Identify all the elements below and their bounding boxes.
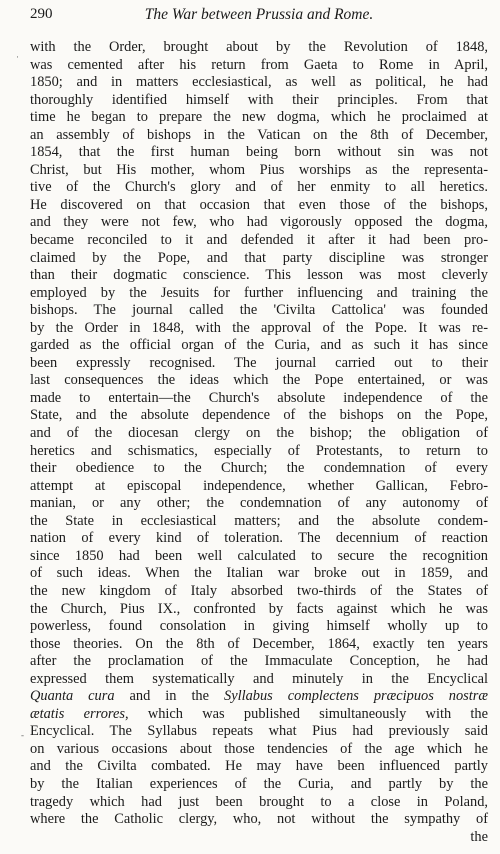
text-line: became reconciled to it and defended it after it had been pro- [30, 232, 488, 249]
text-line: 1854, that the first human being born without sin was not [30, 144, 488, 161]
text-line: tragedy which had just been brought to a close in Poland, [30, 793, 488, 810]
margin-speck: - [21, 730, 24, 740]
text-line: and they were not few, who had vigorously opposed the dogma, [30, 214, 488, 231]
body-text [30, 39, 488, 846]
text-line: those theories. On the 8th of December, 1864, exactly ten years [30, 635, 488, 652]
text-line: was cemented after his return from Gaeta to Rome in April, [30, 56, 488, 73]
text-line: 1850; and in matters ecclesiastical, as well as political, he had [30, 74, 488, 91]
text-line: powerless, found consolation in giving himself wholly up to [30, 618, 488, 635]
text-line: He discovered on that occasion that even those of the bishops, [30, 196, 488, 213]
text-line: on various occasions about those tendencies of the age which he [30, 740, 488, 757]
text-line: than their dogmatic conscience. This lesson was most cleverly [30, 267, 488, 284]
text-line: expressed them systematically and minutely in the Encyclical [30, 670, 488, 687]
text-line: of such ideas. When the Italian war broke out in 1859, and [30, 565, 488, 582]
text-line: last consequences the ideas which the Pope entertained, or was [30, 372, 488, 389]
text-line: nation of every kind of toleration. The decennium of reaction [30, 530, 488, 547]
running-head: The War between Prussia and Rome. [144, 6, 374, 23]
text-line: the [470, 828, 488, 845]
text-line: State, and the absolute dependence of the bishops on the Pope, [30, 407, 488, 424]
text-line: manian, or any other; the condemnation of any autonomy of [30, 495, 488, 512]
text-line: Encyclical. The Syllabus repeats what Pius had previously said [30, 723, 488, 740]
italic-text: Syllabus complectens præcipuos nostræ [224, 688, 488, 705]
text-line: Christ, but His mother, whom Pius worships as the representa- [30, 161, 488, 178]
text-line: where the Catholic clergy, who, not without the sympathy of [30, 811, 488, 828]
italic-text: Quanta cura [30, 688, 115, 705]
text-line: garded as the official organ of the Curia, and as such it has since [30, 337, 488, 354]
text-line: claimed by the Pope, and that party discipline was stronger [30, 249, 488, 266]
text-line: the Church, Pius IX., confronted by facts against which he was [30, 600, 488, 617]
text-line: the State in ecclesiastical matters; and the absolute condem- [30, 512, 488, 529]
text-line: the new kingdom of Italy absorbed two-thirds of the States of [30, 582, 488, 599]
text-line: heretics and schismatics, especially of Protestants, to return to [30, 442, 488, 459]
text-line: employed by the Jesuits for further influencing and training the [30, 284, 488, 301]
italic-text: ætatis errores [30, 705, 125, 722]
text-line: and of the diocesan clergy on the bishop; the obligation of [30, 425, 488, 442]
text-line: with the Order, brought about by the Revolution of 1848, [30, 39, 488, 55]
text-line: attempt at episcopal independence, whether Gallican, Febro- [30, 477, 488, 494]
text-line: and the Civilta combated. He may have been influenced partly [30, 758, 488, 775]
text-segment: , which was published simultaneously with the [124, 705, 488, 722]
text-line: their obedience to the Church; the condemnation of every [30, 460, 488, 477]
text-line [30, 706, 488, 724]
text-line: by the Order in 1848, with the approval of the Pope. It was re- [30, 319, 488, 336]
page-header [30, 6, 488, 28]
text-line: been expressly recognised. The journal carried out to their [30, 354, 488, 371]
text-line: since 1850 had been well calculated to secure the recognition [30, 547, 488, 564]
text-line: after the proclamation of the Immaculate Conception, he had [30, 653, 488, 670]
text-line: tive of the Church's glory and of her enmity to all heretics. [30, 179, 488, 196]
margin-speck: · [16, 52, 19, 62]
text-line: made to entertain—the Church's absolute independence of the [30, 389, 488, 406]
text-line [30, 688, 488, 706]
page-number: 290 [30, 6, 53, 22]
text-line: thoroughly identified himself with their principles. From that [30, 91, 488, 108]
text-line: by the Italian experiences of the Curia, and partly by the [30, 775, 488, 792]
text-line: time he began to prepare the new dogma, which he proclaimed at [30, 109, 488, 126]
text-line: bishops. The journal called the 'Civilta Cattolica' was founded [30, 302, 488, 319]
text-line: an assembly of bishops in the Vatican on the 8th of December, [30, 126, 488, 143]
text-segment: and in the [114, 688, 224, 705]
